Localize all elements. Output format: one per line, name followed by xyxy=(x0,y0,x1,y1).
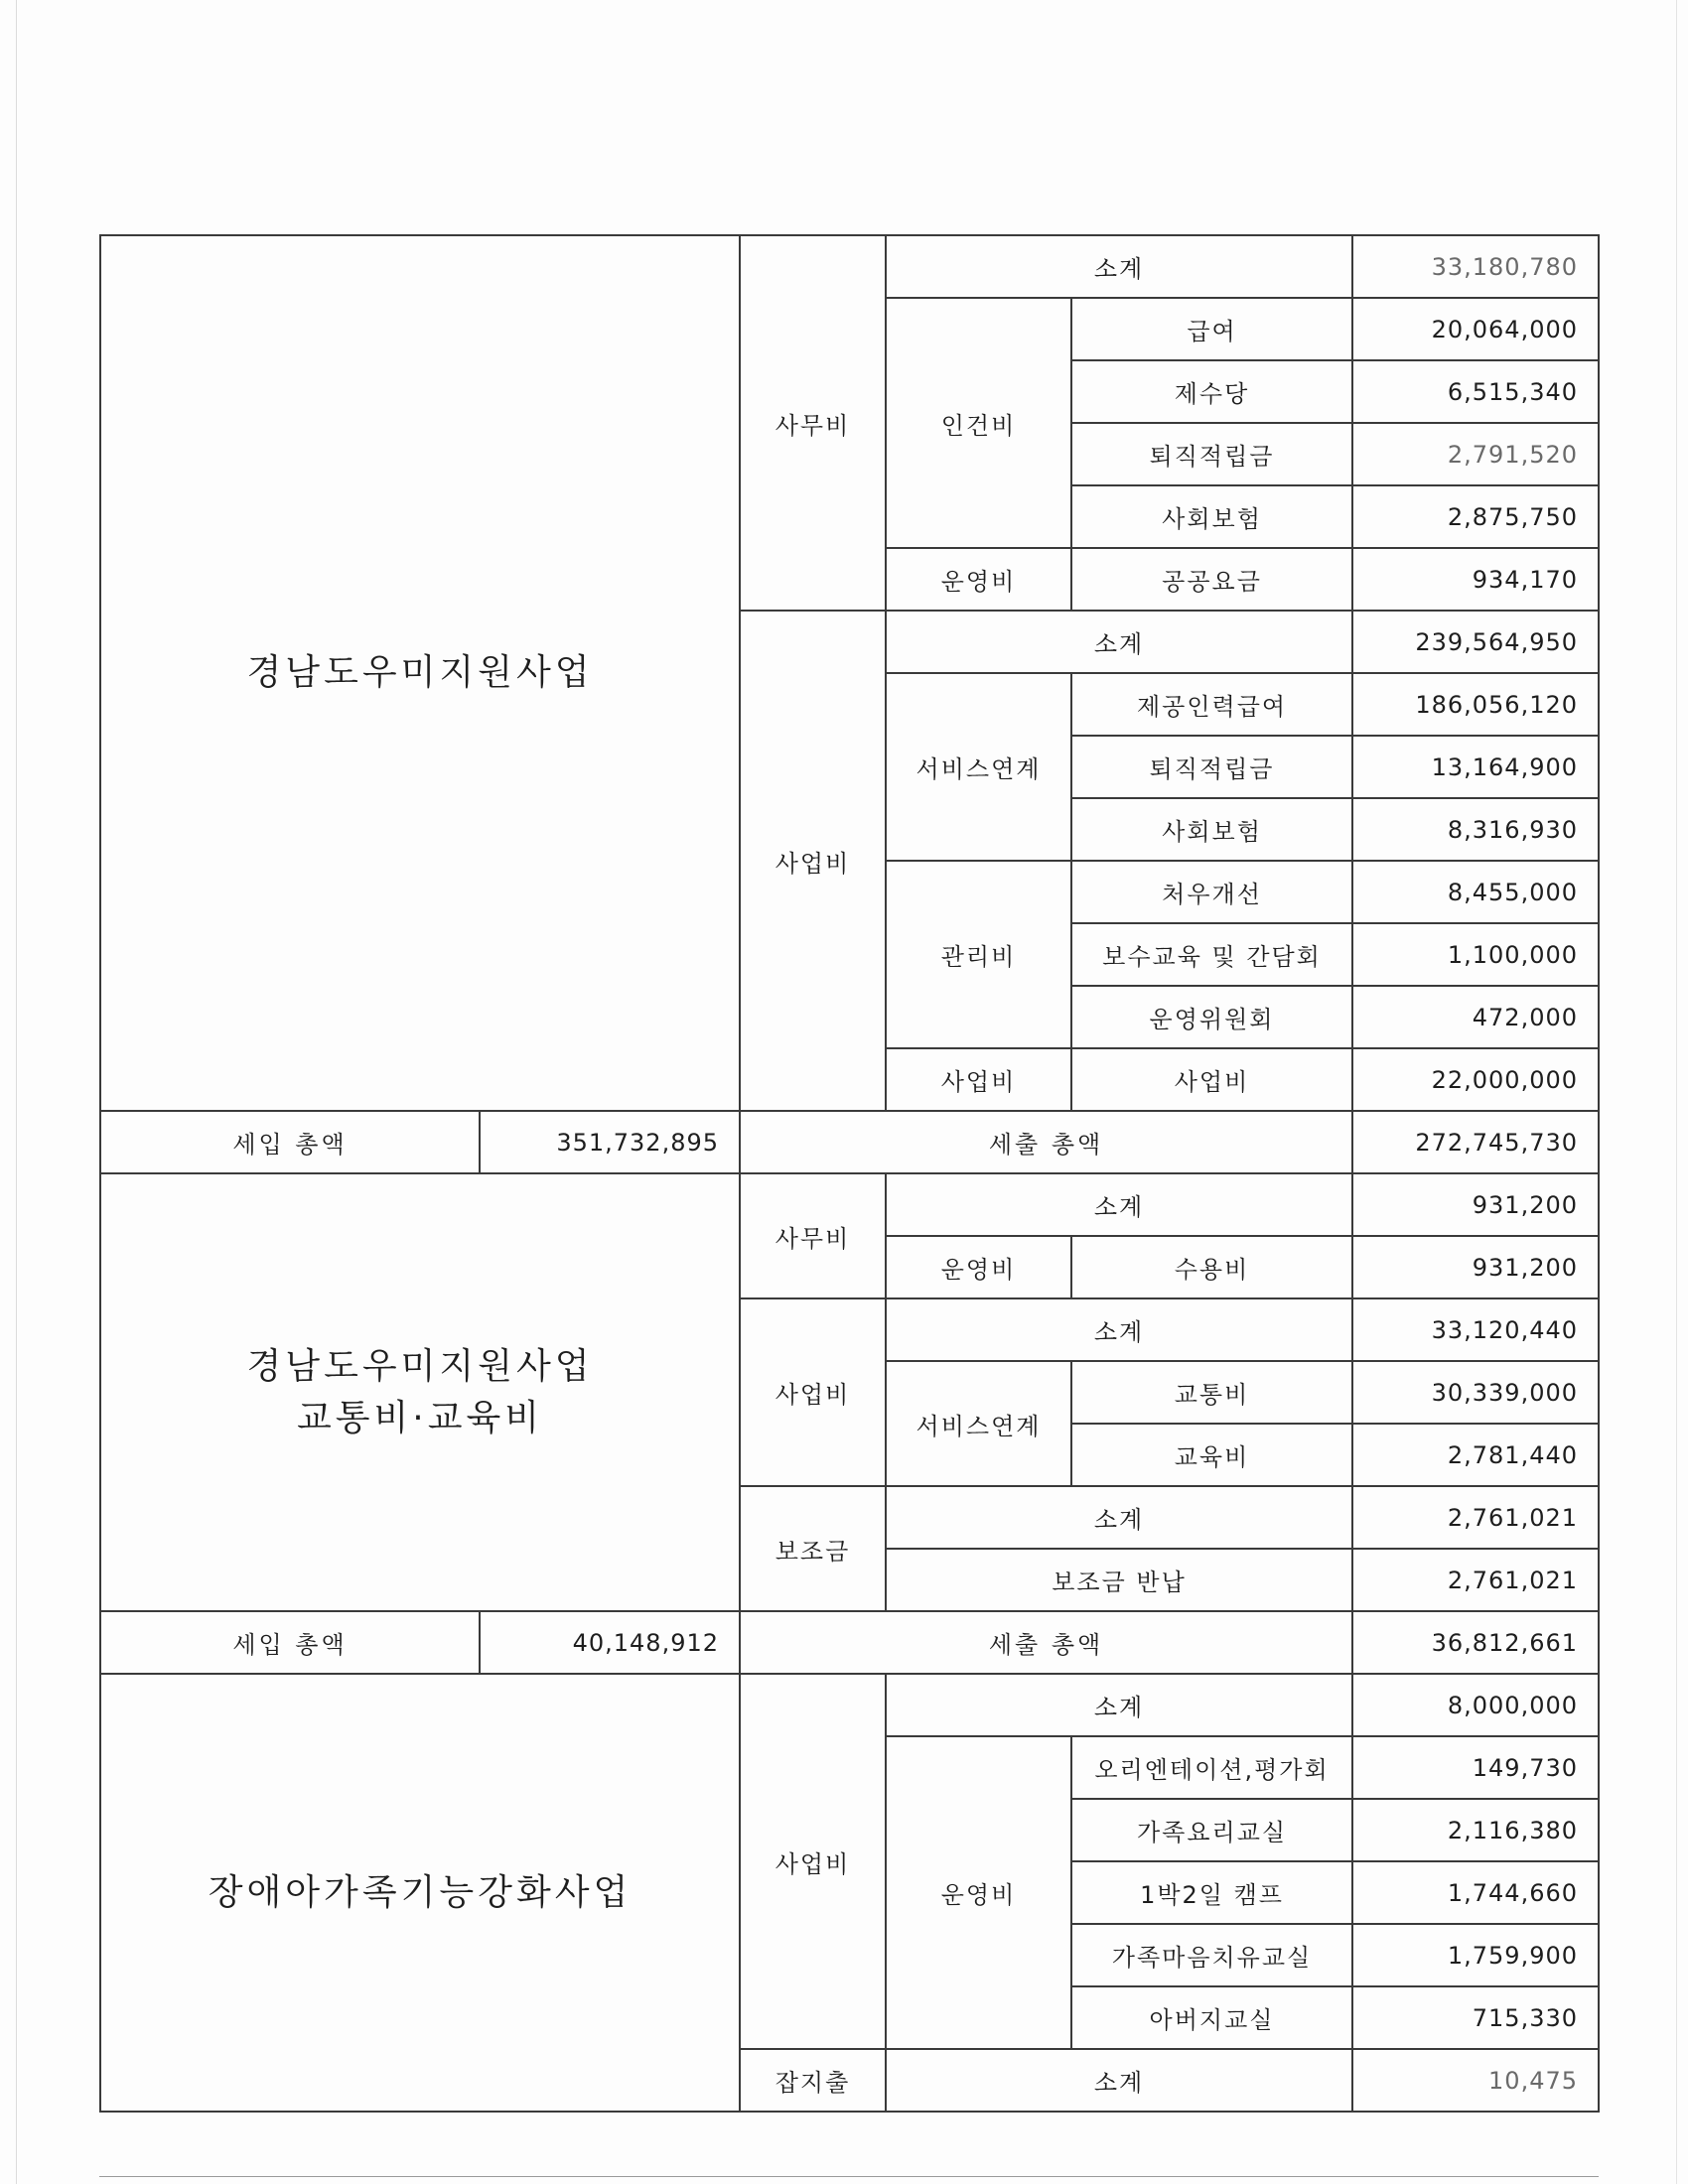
item-label: 공공요금 xyxy=(1071,548,1352,611)
project-title: 경남도우미지원사업 xyxy=(100,235,740,1111)
item-amount: 934,170 xyxy=(1352,548,1599,611)
category-cell: 사무비 xyxy=(740,1173,886,1298)
subtotal-amount: 33,120,440 xyxy=(1352,1298,1599,1361)
item-label: 교통비 xyxy=(1071,1361,1352,1424)
totals-row xyxy=(100,1111,1599,1173)
category-cell: 잡지출 xyxy=(740,2049,886,2112)
subgroup-cell: 인건비 xyxy=(886,298,1071,548)
item-label: 보조금 반납 xyxy=(886,1549,1352,1611)
item-amount: 8,455,000 xyxy=(1352,861,1599,923)
item-label: 보수교육 및 간담회 xyxy=(1071,923,1352,986)
expense-total-label: 세출 총액 xyxy=(740,1611,1352,1674)
subgroup-cell: 서비스연계 xyxy=(886,1361,1071,1486)
item-label: 급여 xyxy=(1071,298,1352,360)
subtotal-label: 소계 xyxy=(886,235,1352,298)
subgroup-cell: 운영비 xyxy=(886,548,1071,611)
item-amount: 22,000,000 xyxy=(1352,1048,1599,1111)
category-cell: 보조금 xyxy=(740,1486,886,1611)
project-title: 장애아가족기능강화사업 xyxy=(100,1674,740,2112)
project-title-line: 경남도우미지원사업 xyxy=(246,1345,594,1387)
subtotal-amount: 10,475 xyxy=(1352,2049,1599,2112)
item-amount: 2,781,440 xyxy=(1352,1424,1599,1486)
table-row xyxy=(100,1173,1599,1236)
subtotal-label: 소계 xyxy=(886,1298,1352,1361)
item-amount: 8,316,930 xyxy=(1352,798,1599,861)
subtotal-amount: 931,200 xyxy=(1352,1173,1599,1236)
item-amount: 20,064,000 xyxy=(1352,298,1599,360)
item-amount: 1,100,000 xyxy=(1352,923,1599,986)
subgroup-cell: 서비스연계 xyxy=(886,673,1071,861)
item-amount: 2,761,021 xyxy=(1352,1549,1599,1611)
project-title-line: 교통비·교육비 xyxy=(296,1397,544,1438)
subgroup-cell: 사업비 xyxy=(886,1048,1071,1111)
item-amount: 2,875,750 xyxy=(1352,485,1599,548)
item-label: 가족요리교실 xyxy=(1071,1799,1352,1861)
income-total-amount: 351,732,895 xyxy=(480,1111,740,1173)
subtotal-label: 소계 xyxy=(886,1173,1352,1236)
item-label: 수용비 xyxy=(1071,1236,1352,1298)
subtotal-amount: 2,761,021 xyxy=(1352,1486,1599,1549)
item-label: 처우개선 xyxy=(1071,861,1352,923)
expense-total-label: 세출 총액 xyxy=(740,1111,1352,1173)
item-amount: 30,339,000 xyxy=(1352,1361,1599,1424)
subtotal-label: 소계 xyxy=(886,2049,1352,2112)
item-amount: 186,056,120 xyxy=(1352,673,1599,736)
item-label: 오리엔테이션,평가회 xyxy=(1071,1736,1352,1799)
subtotal-label: 소계 xyxy=(886,1674,1352,1736)
subtotal-label: 소계 xyxy=(886,611,1352,673)
item-label: 제수당 xyxy=(1071,360,1352,423)
item-label: 운영위원회 xyxy=(1071,986,1352,1048)
item-amount: 6,515,340 xyxy=(1352,360,1599,423)
page-bottom-rule xyxy=(99,2176,1599,2177)
page-edge-left xyxy=(16,0,17,2184)
item-amount: 2,116,380 xyxy=(1352,1799,1599,1861)
category-cell: 사업비 xyxy=(740,611,886,1111)
item-label: 퇴직적립금 xyxy=(1071,423,1352,485)
item-label: 사업비 xyxy=(1071,1048,1352,1111)
expense-total-amount: 36,812,661 xyxy=(1352,1611,1599,1674)
item-label: 1박2일 캠프 xyxy=(1071,1861,1352,1924)
project-title xyxy=(100,1173,740,1611)
subtotal-label: 소계 xyxy=(886,1486,1352,1549)
item-label: 사회보험 xyxy=(1071,798,1352,861)
category-cell: 사무비 xyxy=(740,235,886,611)
income-total-label: 세입 총액 xyxy=(100,1111,480,1173)
item-label: 가족마음치유교실 xyxy=(1071,1924,1352,1986)
category-cell: 사업비 xyxy=(740,1298,886,1486)
item-label: 제공인력급여 xyxy=(1071,673,1352,736)
item-label: 교육비 xyxy=(1071,1424,1352,1486)
table-row xyxy=(100,1674,1599,1736)
table-row xyxy=(100,235,1599,298)
totals-row xyxy=(100,1611,1599,1674)
item-amount: 472,000 xyxy=(1352,986,1599,1048)
income-total-amount: 40,148,912 xyxy=(480,1611,740,1674)
item-amount: 149,730 xyxy=(1352,1736,1599,1799)
subgroup-cell: 운영비 xyxy=(886,1236,1071,1298)
subgroup-cell: 운영비 xyxy=(886,1736,1071,2049)
item-amount: 1,744,660 xyxy=(1352,1861,1599,1924)
item-amount: 13,164,900 xyxy=(1352,736,1599,798)
subtotal-amount: 8,000,000 xyxy=(1352,1674,1599,1736)
subgroup-cell: 관리비 xyxy=(886,861,1071,1048)
item-amount: 1,759,900 xyxy=(1352,1924,1599,1986)
expense-total-amount: 272,745,730 xyxy=(1352,1111,1599,1173)
item-amount: 931,200 xyxy=(1352,1236,1599,1298)
item-label: 아버지교실 xyxy=(1071,1986,1352,2049)
item-label: 사회보험 xyxy=(1071,485,1352,548)
budget-ledger-table xyxy=(99,234,1600,2113)
income-total-label: 세입 총액 xyxy=(100,1611,480,1674)
item-label: 퇴직적립금 xyxy=(1071,736,1352,798)
subtotal-amount: 239,564,950 xyxy=(1352,611,1599,673)
item-amount: 715,330 xyxy=(1352,1986,1599,2049)
page-edge-right xyxy=(1676,0,1677,2184)
category-cell: 사업비 xyxy=(740,1674,886,2049)
item-amount: 2,791,520 xyxy=(1352,423,1599,485)
subtotal-amount: 33,180,780 xyxy=(1352,235,1599,298)
